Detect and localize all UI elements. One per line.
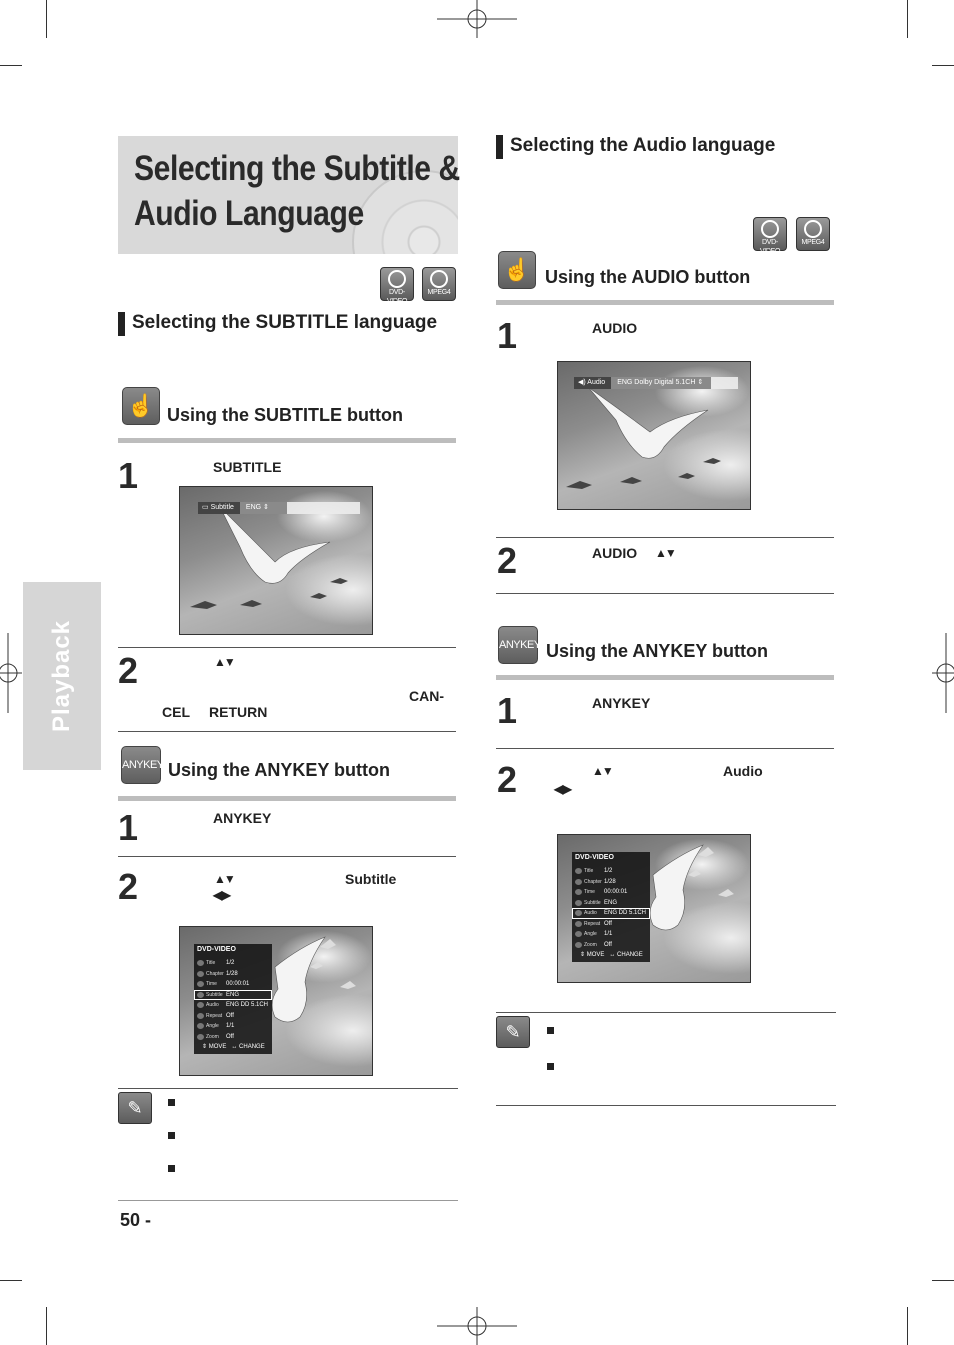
key-label-audio: AUDIO [592, 320, 638, 336]
mpeg4-badge-icon: MPEG4 [796, 217, 830, 251]
menu-row-icon [575, 921, 582, 927]
left-right-arrows-icon: ◀ ▶ [554, 782, 570, 796]
divider [496, 1105, 836, 1106]
menu-row-icon [575, 942, 582, 948]
step-number: 2 [118, 866, 139, 907]
subheading-anykey-button: Using the ANYKEY button [168, 760, 390, 780]
menu-row: Repeat Off [194, 1011, 272, 1022]
menu-row-icon [575, 900, 582, 906]
divider [496, 1012, 836, 1013]
divider [496, 300, 834, 305]
menu-row: Chapter 1/28 [572, 877, 650, 888]
menu-rows [572, 866, 650, 950]
key-label-subtitle: SUBTITLE [213, 459, 282, 475]
divider [118, 731, 456, 732]
bullet [547, 1027, 554, 1034]
menu-row-icon [197, 992, 204, 998]
step-number: 2 [118, 650, 139, 691]
menu-row-icon [575, 879, 582, 885]
section-title-audio: Selecting the Audio language [510, 135, 776, 156]
divider [496, 675, 834, 680]
hand-remote-icon: ☝ [498, 251, 536, 289]
dvd-video-badge-icon: DVD-VIDEO [380, 267, 414, 301]
subtitle-icon: ▭ [202, 504, 211, 511]
key-label-subtitle-option: Subtitle [345, 871, 397, 887]
note-pencil-icon: ✎ [496, 1016, 530, 1048]
subheading-audio-button: Using the AUDIO button [545, 267, 751, 287]
speaker-icon: ◀) [578, 379, 588, 386]
crop-mark [46, 0, 47, 38]
divider [118, 1200, 458, 1201]
bullet [168, 1165, 175, 1172]
key-label-cancel-1: CAN- [409, 688, 444, 704]
divider [496, 748, 834, 749]
side-tab-playback [23, 582, 101, 770]
side-tab-label: Playback [48, 619, 75, 733]
menu-row-icon [197, 1002, 204, 1008]
divider [496, 593, 834, 594]
up-down-arrows-icon: ▲▼ [214, 872, 234, 886]
step-number: 2 [497, 759, 518, 800]
step-number: 1 [118, 807, 139, 848]
menu-row-icon [197, 971, 204, 977]
menu-row-icon [197, 981, 204, 987]
menu-rows [194, 958, 272, 1042]
key-label-return: RETURN [209, 704, 268, 720]
anykey-menu-panel: DVD-VIDEO Title 1/2 Chapter 1/28 Time 00:00:01 Subtitle ENG Audio ENG DD 5.1CH Repeat Off Angle 1/1 Zoom Off ⇕ MOVE ↔ CHANGE [194, 944, 272, 1054]
crop-mark [46, 1307, 47, 1345]
menu-row: Audio ENG DD 5.1CH [194, 1000, 272, 1011]
osd-audio-bar: ◀) Audio ENG Dolby Digital 5.1CH ⇕ [574, 377, 738, 389]
anykey-menu-panel: DVD-VIDEO Title 1/2 Chapter 1/28 Time 00:00:01 Subtitle ENG Audio ENG DD 5.1CH Repeat Off Angle 1/1 Zoom Off ⇕ MOVE ↔ CHANGE [572, 852, 650, 962]
up-down-arrows-icon: ▲▼ [214, 655, 234, 669]
crop-mark [932, 65, 954, 66]
menu-row: Repeat Off [572, 919, 650, 930]
section-title-subtitle: Selecting the SUBTITLE language [132, 312, 438, 333]
menu-row-icon [575, 931, 582, 937]
note-pencil-icon: ✎ [118, 1092, 152, 1124]
tv-screen-audio-osd [557, 361, 751, 510]
bullet [547, 1063, 554, 1070]
anykey-icon: ANYKEY [121, 746, 161, 784]
osd-subtitle-bar: ▭ Subtitle ENG ⇕ [198, 502, 360, 514]
menu-row: Subtitle ENG [194, 990, 272, 1001]
menu-row: Title 1/2 [194, 958, 272, 969]
up-down-arrows-icon: ▲▼ [592, 764, 612, 778]
crop-mark [932, 1280, 954, 1281]
mpeg4-badge-icon: MPEG4 [422, 267, 456, 301]
crop-mark [907, 0, 908, 38]
key-label-cancel-2: CEL [162, 704, 190, 720]
menu-row: Angle 1/1 [572, 929, 650, 940]
menu-row: Time 00:00:01 [572, 887, 650, 898]
menu-row: Title 1/2 [572, 866, 650, 877]
menu-row-icon [575, 889, 582, 895]
menu-row-icon [197, 1023, 204, 1029]
hand-remote-icon: ☝ [122, 387, 160, 425]
section-bar [118, 312, 125, 336]
key-label-anykey: ANYKEY [213, 810, 272, 826]
section-bar [496, 135, 503, 159]
registration-mark-icon [0, 633, 22, 713]
crop-mark [907, 1307, 908, 1345]
menu-row: Chapter 1/28 [194, 969, 272, 980]
key-label-audio-option: Audio [723, 763, 763, 779]
anykey-icon: ANYKEY [498, 626, 538, 664]
registration-mark-icon [437, 0, 517, 38]
step-number: 2 [497, 540, 518, 581]
key-label-anykey: ANYKEY [592, 695, 651, 711]
registration-mark-icon [437, 1307, 517, 1345]
registration-mark-icon [932, 633, 954, 713]
menu-row: Angle 1/1 [194, 1021, 272, 1032]
menu-row-icon [197, 1013, 204, 1019]
bullet [168, 1099, 175, 1106]
key-label-audio: AUDIO [592, 545, 638, 561]
subheading-anykey-button: Using the ANYKEY button [546, 641, 768, 661]
bullet [168, 1132, 175, 1139]
menu-row-icon [575, 910, 582, 916]
step-number: 1 [497, 315, 518, 356]
tv-screen-subtitle-osd [179, 486, 373, 635]
menu-row-icon [197, 1034, 204, 1040]
left-right-arrows-icon: ◀ ▶ [213, 888, 229, 902]
step-number: 1 [118, 455, 139, 496]
divider [118, 1088, 458, 1089]
tv-screen-anykey-menu [179, 926, 373, 1076]
divider [496, 537, 834, 538]
divider [118, 438, 456, 443]
tv-screen-anykey-menu [557, 834, 751, 983]
page-number: 50 - [120, 1210, 152, 1230]
dvd-video-badge-icon: DVD-VIDEO [753, 217, 787, 251]
subheading-subtitle-button: Using the SUBTITLE button [167, 405, 403, 425]
menu-row: Subtitle ENG [572, 898, 650, 909]
step-number: 1 [497, 690, 518, 731]
menu-row: Audio ENG DD 5.1CH [572, 908, 650, 919]
menu-row: Zoom Off [194, 1032, 272, 1043]
divider [118, 647, 456, 648]
menu-row: Time 00:00:01 [194, 979, 272, 990]
divider [118, 856, 456, 857]
crop-mark [0, 65, 22, 66]
divider [118, 796, 456, 801]
menu-row-icon [575, 868, 582, 874]
up-down-arrows-icon: ▲▼ [655, 546, 675, 560]
menu-row-icon [197, 960, 204, 966]
menu-row: Zoom Off [572, 940, 650, 951]
crop-mark [0, 1280, 22, 1281]
page-title: Selecting the Subtitle & Audio Language [134, 149, 460, 233]
